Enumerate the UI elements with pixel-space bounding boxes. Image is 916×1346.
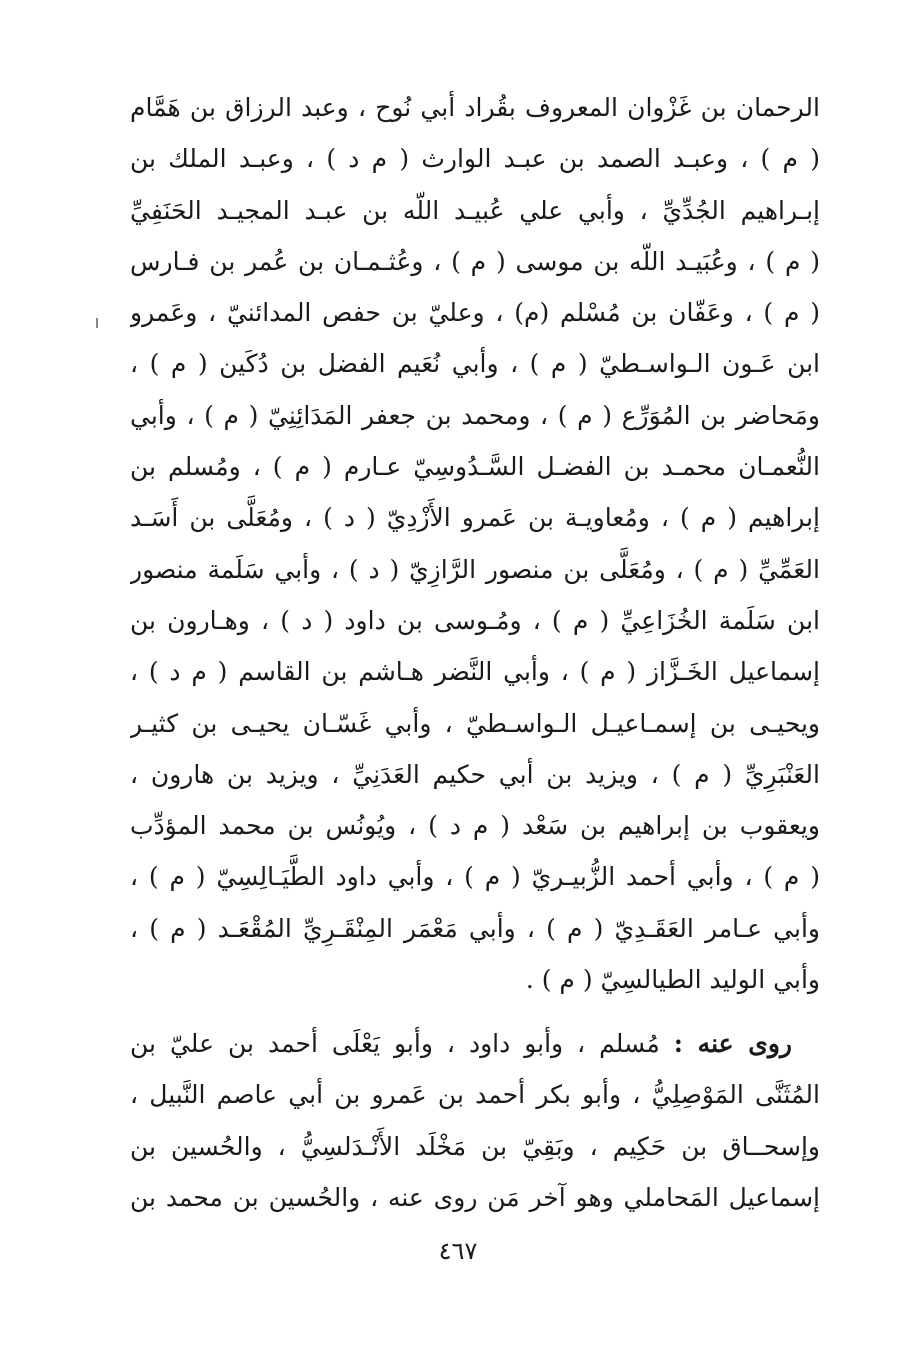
text-line: العَنْبَرِيِّ ( م ) ، ويزيد بن أبي حكيم العَدَنِيِّ ، ويزيد بن هارون ، <box>130 759 820 789</box>
text-line: ( م ) ، وعُبَيـد اللّه بن موسى ( م ) ، وعُثـمـان بن عُمر بن فـارس <box>130 246 820 276</box>
text-line: وأبي الوليد الطيالسِيّ ( م ) . <box>525 965 820 995</box>
text-line: ( م ) ، وأبي أحمد الزُّبيـريّ ( م ) ، وأبي داود الطَّيَـالِسِيّ ( م ) ، <box>130 862 820 892</box>
section-lead: روى عنه : <box>673 1029 792 1058</box>
text-line: وإسحــاق بن حَكِيم ، وبَقِيّ بن مَخْلَد الأَنْـدَلسِيُّ ، والحُسين بن <box>130 1131 820 1161</box>
text-line: ( م ) ، وعَفّان بن مُسْلم (م) ، وعليّ بن حفص المدائنيّ ، وعَمرو <box>130 298 820 328</box>
paragraph-narrated-by <box>130 1018 820 1223</box>
text-line: إسماعيل الخَـزَّاز ( م ) ، وأبي النَّضر هـاشم بن القاسم ( م د ) ، <box>130 657 820 687</box>
text-line: إبراهيم ( م ) ، ومُعاويـة بن عَمرو الأَزْدِيّ ( د ) ، ومُعَلَّى بن أَسَـد <box>130 503 820 533</box>
text-line: ابن عَـون الـواسـطيّ ( م ) ، وأبي نُعَيم الفضل بن دُكَين ( م ) ، <box>130 349 820 379</box>
text-line: ابن سَلَمة الخُزَاعِيِّ ( م ) ، ومُـوسى بن داود ( د ) ، وهـارون بن <box>130 605 820 635</box>
text-line: ( م ) ، وعبـد الصمد بن عبـد الوارث ( م د ) ، وعبـد الملك بن <box>130 144 820 174</box>
text-line: وأبي عـامر العَقَـدِيّ ( م ) ، وأبي مَعْمَر المِنْقَـرِيِّ المُقْعَـد ( م ) ، <box>130 913 820 943</box>
text-line-rest: مُسلم ، وأبو داود ، وأبو يَعْلَى أحمد بن عليّ بن <box>130 1029 674 1058</box>
text-line-first <box>130 1018 820 1069</box>
text-line: ويعقوب بن إبراهيم بن سَعْد ( م د ) ، ويُونُس بن محمد المؤدِّب <box>130 811 820 841</box>
text-line: النُّعمـان محمـد بن الفضـل السَّـدُوسِيّ عـارم ( م ) ، ومُسلم بن <box>130 452 820 482</box>
margin-mark <box>96 318 98 328</box>
text-line: ومَحاضر بن المُوَرِّع ( م ) ، ومحمد بن جعفر المَدَائِنِيّ ( م ) ، وأبي <box>130 400 820 430</box>
text-line: إسماعيل المَحاملي وهو آخر مَن روى عنه ، والحُسين بن محمد بن <box>130 1182 820 1212</box>
text-line: ويحيـى بن إسمـاعيـل الـواسـطيّ ، وأبي غَسّـان يحيـى بن كثيـر <box>130 708 820 738</box>
text-line: إبـراهيم الجُدِّيِّ ، وأبي علي عُبيـد اللّه بن عبـد المجيـد الحَنَفِيِّ <box>130 195 820 225</box>
text-line: العَمِّيِّ ( م ) ، ومُعَلَّى بن منصور الرَّازِيّ ( د ) ، وأبي سَلَمة منصور <box>130 554 820 584</box>
paragraph-narrators-from <box>130 82 820 1005</box>
page-number: ٤٦٧ <box>438 1237 478 1265</box>
text-line: المُثَنَّى المَوْصِلِيُّ ، وأبو بكر أحمد بن عَمرو بن أبي عاصم النَّبيل ، <box>130 1080 820 1110</box>
text-line: الرحمان بن غَزْوان المعروف بقُراد أبي نُوح ، وعبد الرزاق بن هَمَّام <box>130 93 820 122</box>
